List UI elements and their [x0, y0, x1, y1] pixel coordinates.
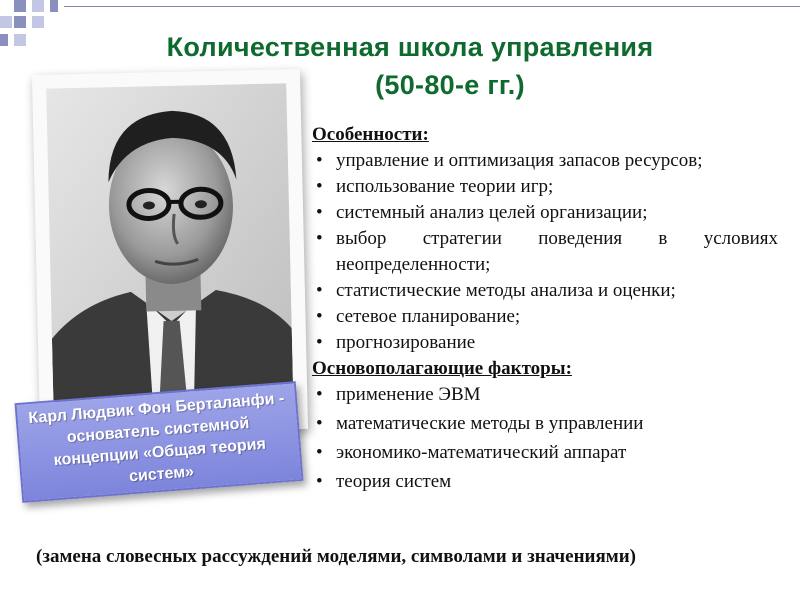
portrait-frame [32, 69, 308, 435]
content-block [312, 122, 778, 495]
factors-heading: Основополагающие факторы: [312, 358, 572, 379]
footer-note: (замена словесных рассуждений моделями, символами и значениями) [36, 546, 636, 567]
list-item: • использование теории игр; [312, 174, 778, 200]
list-item: • системный анализ целей организации; [312, 200, 778, 226]
header-line [64, 6, 800, 7]
features-heading: Особенности: [312, 124, 429, 145]
list-item: • экономико-математический аппарат [312, 440, 778, 466]
portrait-illustration [46, 83, 293, 418]
portrait-photo [46, 83, 293, 418]
list-item: • выбор стратегии поведения в условиях неопределенности; [312, 226, 778, 278]
list-item: • применение ЭВМ [312, 382, 778, 408]
list-item: • прогнозирование [312, 330, 778, 356]
list-item: • статистические методы анализа и оценки; [312, 278, 778, 304]
list-item: • теория систем [312, 469, 778, 495]
list-item: • математические методы в управлении [312, 411, 778, 437]
list-item: • сетевое планирование; [312, 304, 778, 330]
corner-decoration [0, 0, 60, 56]
features-list [312, 148, 778, 356]
title-line-2: (50-80-е гг.) [375, 70, 525, 100]
list-item: • управление и оптимизация запасов ресурсов; [312, 148, 778, 174]
factors-list [312, 382, 778, 495]
portrait-caption: Карл Людвик Фон Берталанфи - основатель системной концепции «Общая теория систем» [15, 381, 304, 503]
title-line-1: Количественная школа управления [166, 32, 654, 62]
